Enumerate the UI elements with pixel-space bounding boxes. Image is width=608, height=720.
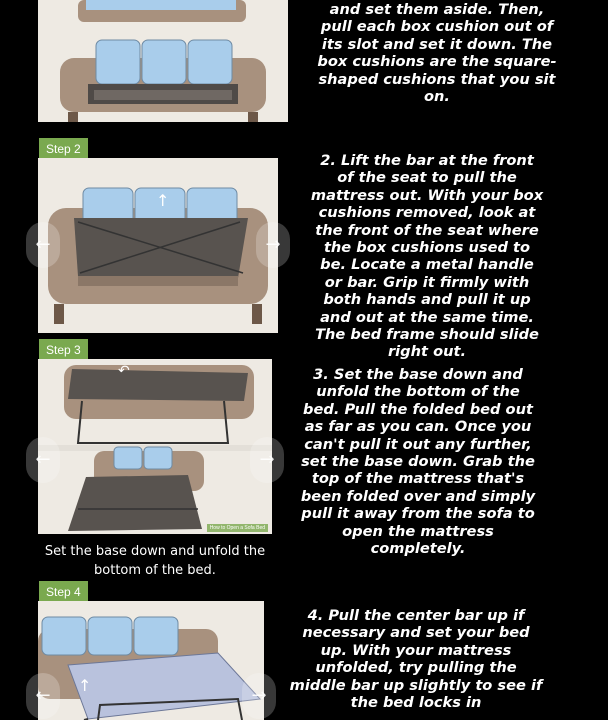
svg-text:↑: ↑ xyxy=(78,676,92,695)
next-arrow-icon[interactable]: → xyxy=(256,222,290,268)
sofa-illustration-step3 xyxy=(38,359,272,534)
sofa-illustration-step2 xyxy=(38,158,278,333)
step3-image xyxy=(35,359,275,534)
prev-arrow-icon[interactable]: ← xyxy=(26,673,60,719)
step4-badge: Step 4 xyxy=(39,581,88,603)
sofa-illustration-step1 xyxy=(38,0,288,122)
step2-badge: Step 2 xyxy=(39,138,88,160)
step3-caption: Set the base down and unfold the bottom of the bed. xyxy=(44,544,266,578)
svg-text:↶: ↶ xyxy=(118,363,130,379)
next-arrow-icon[interactable]: → xyxy=(250,437,284,483)
step4-instruction: 4. Pull the center bar up if necessary and set your bed up. With your mattress unfolded, try pulling the middle bar up slightly to see if the bed locks in xyxy=(289,607,543,712)
next-arrow-icon[interactable]: → xyxy=(242,673,276,719)
step1-instruction: and set them aside. Then, pull each box cushion out of its slot and set it down. The box cushions are the square-shaped cushions that you sit on. xyxy=(317,1,557,106)
image-watermark: How to Open a Sofa Bed xyxy=(207,524,268,532)
sofa-illustration-step4 xyxy=(38,601,264,720)
step3-badge: Step 3 xyxy=(39,339,88,361)
step1-image xyxy=(38,0,288,122)
step3-instruction: 3. Set the base down and unfold the bottom of the bed. Pull the folded bed out as far as you can. Once you can't pull it out any further, set the base down. Grab the top of the mattress that's been folded over and simply pull it away from the sofa to open the mattress completely. xyxy=(300,366,536,558)
step4-image xyxy=(35,601,267,720)
prev-arrow-icon[interactable]: ← xyxy=(26,437,60,483)
svg-text:↑: ↑ xyxy=(156,191,170,210)
step2-instruction: 2. Lift the bar at the front of the seat to pull the mattress out. With your box cushions removed, look at the front of the seat where the box cushions used to be. Locate a metal handle or bar. Grip it firmly with both hands and pull it up and out at the same time. The bed frame should slide right out. xyxy=(310,152,544,361)
prev-arrow-icon[interactable]: ← xyxy=(26,222,60,268)
step2-image xyxy=(35,158,281,333)
